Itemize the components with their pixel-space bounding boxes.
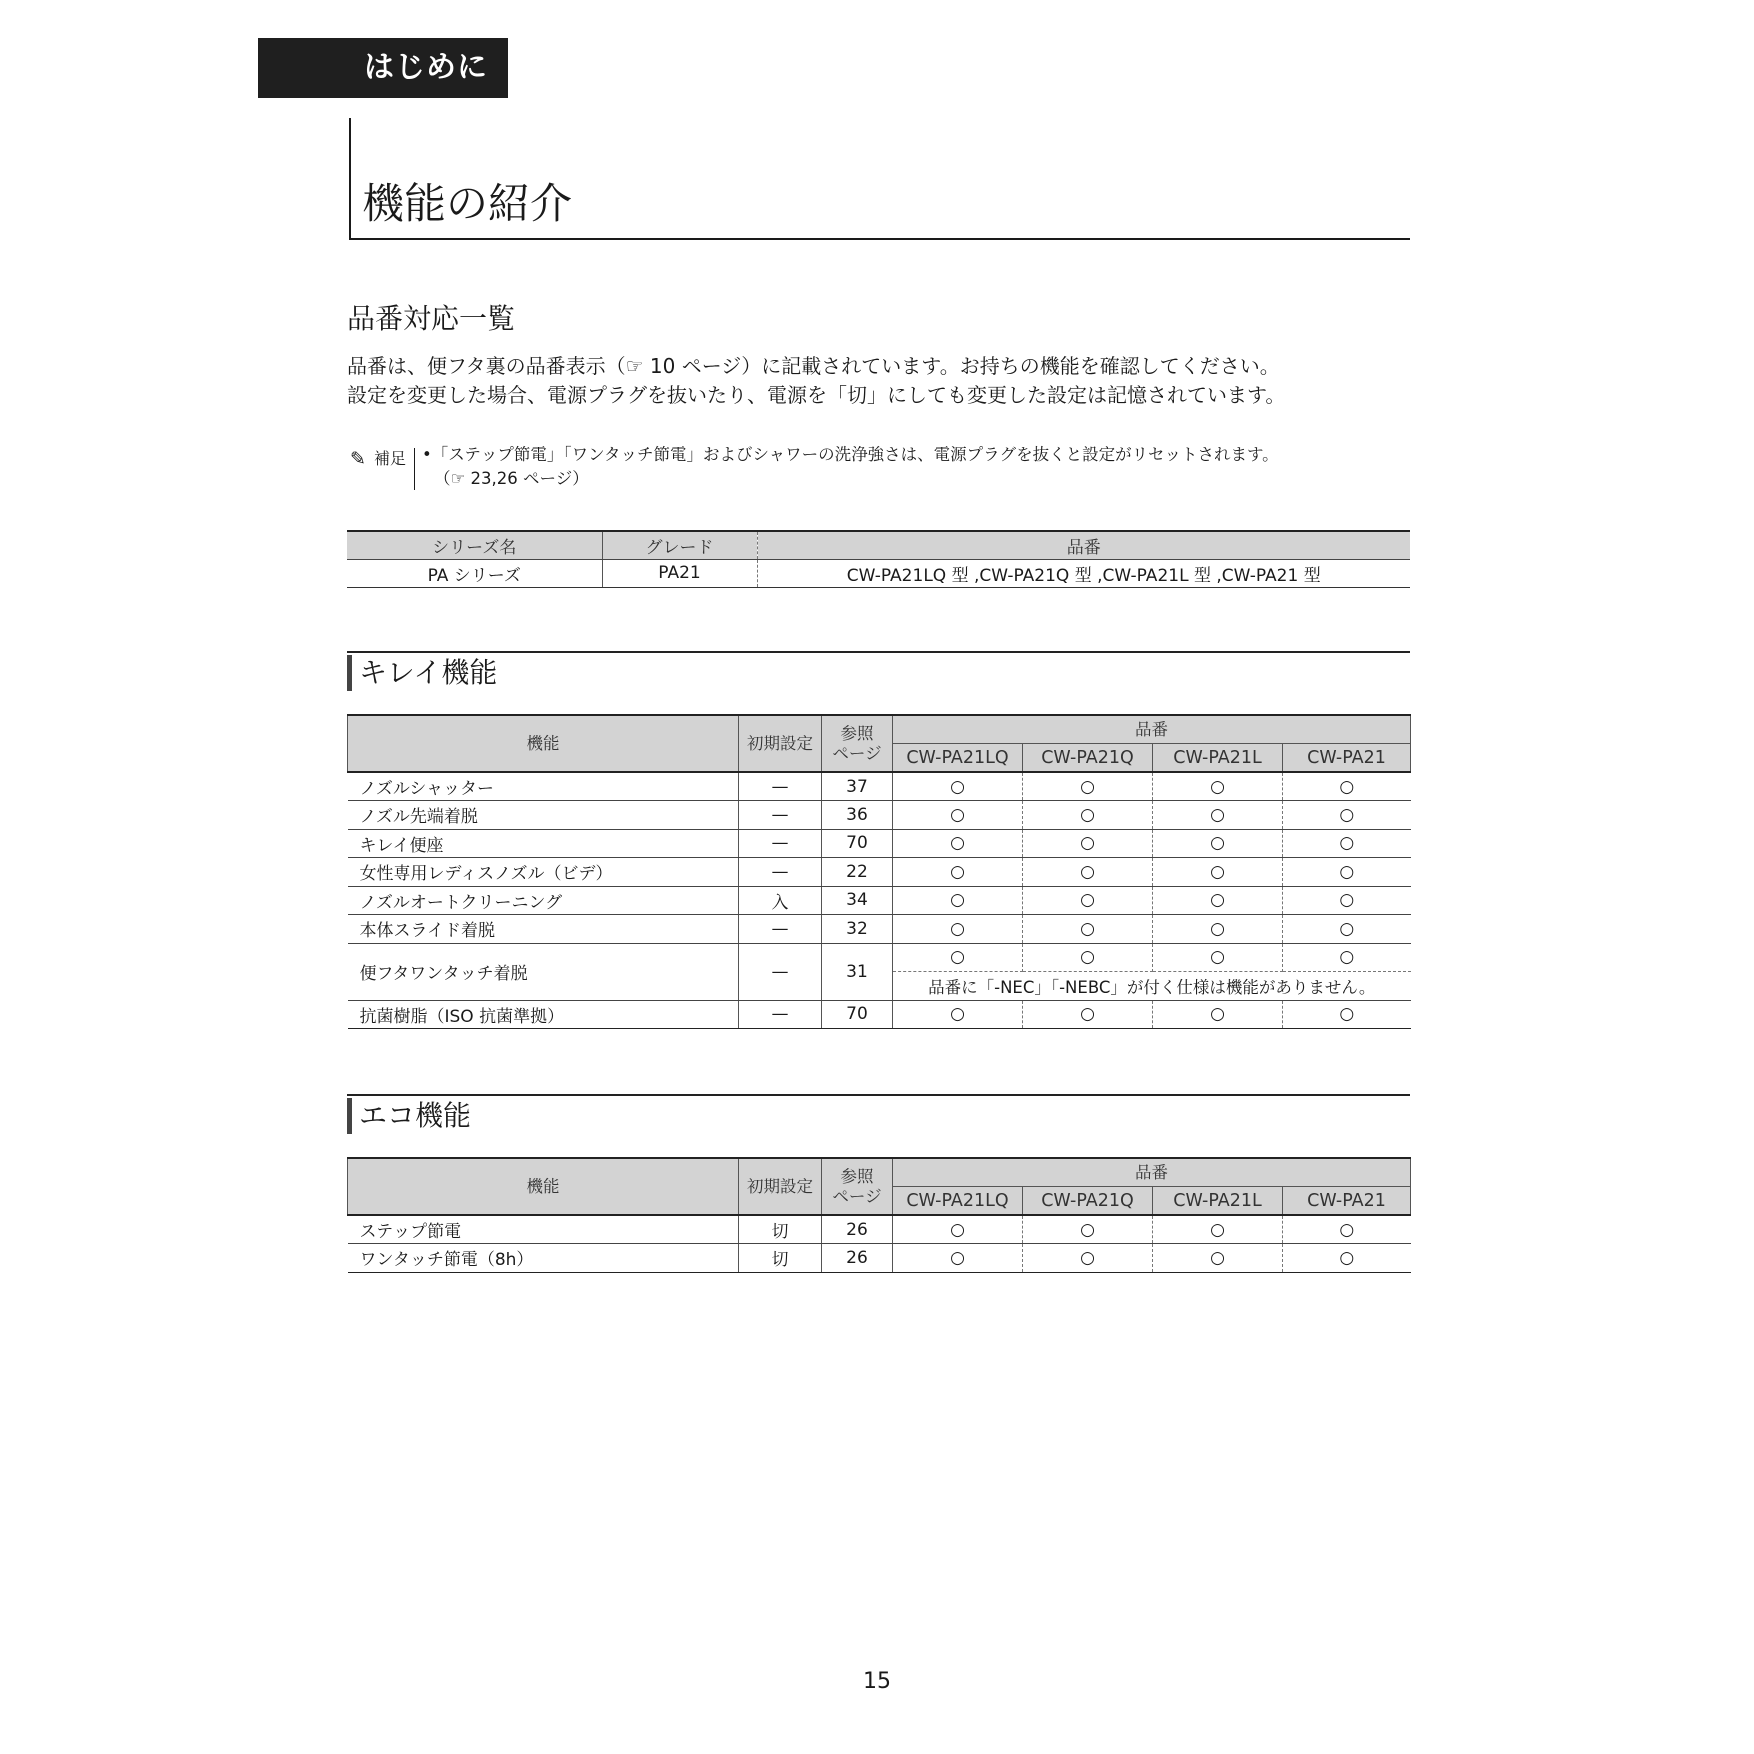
function-name: ノズルシャッター [348,772,739,801]
availability-mark: ○ [1283,886,1411,915]
function-name: ステップ節電 [348,1215,739,1244]
series-grade-cell: PA21 [602,559,757,587]
header-reference: 参照 ページ [822,715,893,772]
table-row [348,915,1411,944]
header-model: CW-PA21L [1153,1187,1283,1216]
default-setting: 入 [739,886,822,915]
header-reference: 参照 ページ [822,1158,893,1215]
function-name: 便フタワンタッチ着脱 [348,943,739,1000]
intro-line-2: 設定を変更した場合、電源プラグを抜いたり、電源を「切」にしても変更した設定は記憶されています。 [347,383,1286,407]
model-note: 品番に「-NEC」「-NEBC」が付く仕様は機能がありません。 [893,972,1411,1001]
availability-mark: ○ [1283,772,1411,801]
availability-mark: ○ [1153,772,1283,801]
default-setting: 切 [739,1244,822,1273]
function-name: 抗菌樹脂（ISO 抗菌準拠） [348,1000,739,1029]
clean-functions-table [347,714,1411,1029]
availability-mark: ○ [893,1215,1023,1244]
reference-page: 36 [822,801,893,830]
availability-mark: ○ [1283,801,1411,830]
series-header-name: シリーズ名 [347,531,602,559]
header-function: 機能 [348,1158,739,1215]
availability-mark: ○ [893,858,1023,887]
availability-mark: ○ [1283,1215,1411,1244]
function-name: ノズルオートクリーニング [348,886,739,915]
function-name: キレイ便座 [348,829,739,858]
default-setting: — [739,858,822,887]
page-number: 15 [863,1669,891,1694]
availability-mark: ○ [893,1244,1023,1273]
reference-page: 37 [822,772,893,801]
availability-mark: ○ [893,801,1023,830]
default-setting: 切 [739,1215,822,1244]
function-name: ワンタッチ節電（8h） [348,1244,739,1273]
default-setting: — [739,943,822,1000]
section-tab: はじめに [258,38,508,98]
reference-page: 26 [822,1244,893,1273]
availability-mark: ○ [1023,1215,1153,1244]
reference-page: 26 [822,1215,893,1244]
note-line-1: •「ステップ節電」「ワンタッチ節電」およびシャワーの洗浄強さは、電源プラグを抜くと設定がリセットされます。 [422,445,1279,464]
note-line-2: （☞ 23,26 ページ） [434,469,589,488]
availability-mark: ○ [1023,801,1153,830]
header-default: 初期設定 [739,715,822,772]
availability-mark: ○ [1023,829,1153,858]
function-name: 本体スライド着脱 [348,915,739,944]
availability-mark: ○ [1283,915,1411,944]
availability-mark: ○ [893,772,1023,801]
availability-mark: ○ [893,886,1023,915]
function-name: ノズル先端着脱 [348,801,739,830]
availability-mark: ○ [1023,943,1153,972]
table-row [348,886,1411,915]
default-setting: — [739,801,822,830]
availability-mark: ○ [1283,829,1411,858]
table-row [348,1244,1411,1273]
table-row [348,1215,1411,1244]
availability-mark: ○ [1153,1244,1283,1273]
header-model: CW-PA21LQ [893,744,1023,773]
availability-mark: ○ [1153,829,1283,858]
reference-page: 70 [822,829,893,858]
availability-mark: ○ [1023,1244,1153,1273]
table-row [348,858,1411,887]
title-rule-vertical [349,118,351,240]
eco-section-rule [347,1094,1410,1096]
header-model: CW-PA21Q [1023,744,1153,773]
series-name-cell: PA シリーズ [347,559,602,587]
availability-mark: ○ [1283,858,1411,887]
availability-mark: ○ [1153,858,1283,887]
intro-line-1: 品番は、便フタ裏の品番表示（☞ 10 ページ）に記載されています。お持ちの機能を確認してください。 [347,354,1280,378]
header-model: CW-PA21 [1283,1187,1411,1216]
page-title: 機能の紹介 [362,179,573,228]
availability-mark: ○ [1283,1000,1411,1029]
series-row [347,559,1410,587]
availability-mark: ○ [1153,1215,1283,1244]
availability-mark: ○ [1153,886,1283,915]
note-divider [414,448,415,490]
availability-mark: ○ [893,829,1023,858]
series-header-models: 品番 [757,531,1410,559]
eco-rows [348,1215,1411,1272]
table-row [348,829,1411,858]
clean-rows [348,772,1411,1029]
availability-mark: ○ [1153,1000,1283,1029]
default-setting: — [739,772,822,801]
availability-mark: ○ [893,943,1023,972]
table-row [348,1000,1411,1029]
default-setting: — [739,915,822,944]
title-rule-horizontal [349,238,1410,240]
product-list-heading: 品番対応一覧 [347,302,516,335]
availability-mark: ○ [1153,915,1283,944]
header-model: CW-PA21LQ [893,1187,1023,1216]
series-header-grade: グレード [602,531,757,559]
header-default: 初期設定 [739,1158,822,1215]
availability-mark: ○ [1283,943,1411,972]
availability-mark: ○ [1153,943,1283,972]
reference-page: 31 [822,943,893,1000]
availability-mark: ○ [1023,915,1153,944]
clean-section-title: キレイ機能 [359,656,498,689]
eco-section-title: エコ機能 [359,1099,472,1132]
header-model: CW-PA21 [1283,744,1411,773]
reference-page: 32 [822,915,893,944]
table-row [348,772,1411,801]
availability-mark: ○ [1023,772,1153,801]
header-model-group: 品番 [893,1158,1411,1187]
header-model: CW-PA21Q [1023,1187,1153,1216]
availability-mark: ○ [893,915,1023,944]
table-row [348,943,1411,972]
eco-functions-table [347,1157,1411,1273]
series-models-cell: CW-PA21LQ 型 ,CW-PA21Q 型 ,CW-PA21L 型 ,CW-PA21 型 [757,559,1410,587]
availability-mark: ○ [1023,886,1153,915]
default-setting: — [739,829,822,858]
availability-mark: ○ [1153,801,1283,830]
clean-section-bar [347,655,352,691]
table-row [348,801,1411,830]
reference-page: 22 [822,858,893,887]
availability-mark: ○ [1023,1000,1153,1029]
series-header-row [347,531,1410,559]
pencil-icon: ✎ [350,448,366,470]
header-function: 機能 [348,715,739,772]
series-table [347,530,1410,588]
header-model-group: 品番 [893,715,1411,744]
availability-mark: ○ [893,1000,1023,1029]
reference-page: 34 [822,886,893,915]
eco-section-bar [347,1098,352,1134]
reference-page: 70 [822,1000,893,1029]
note-label: 補足 [374,449,407,468]
header-model: CW-PA21L [1153,744,1283,773]
default-setting: — [739,1000,822,1029]
function-name: 女性専用レディスノズル（ビデ） [348,858,739,887]
availability-mark: ○ [1023,858,1153,887]
availability-mark: ○ [1283,1244,1411,1273]
clean-section-rule [347,651,1410,653]
